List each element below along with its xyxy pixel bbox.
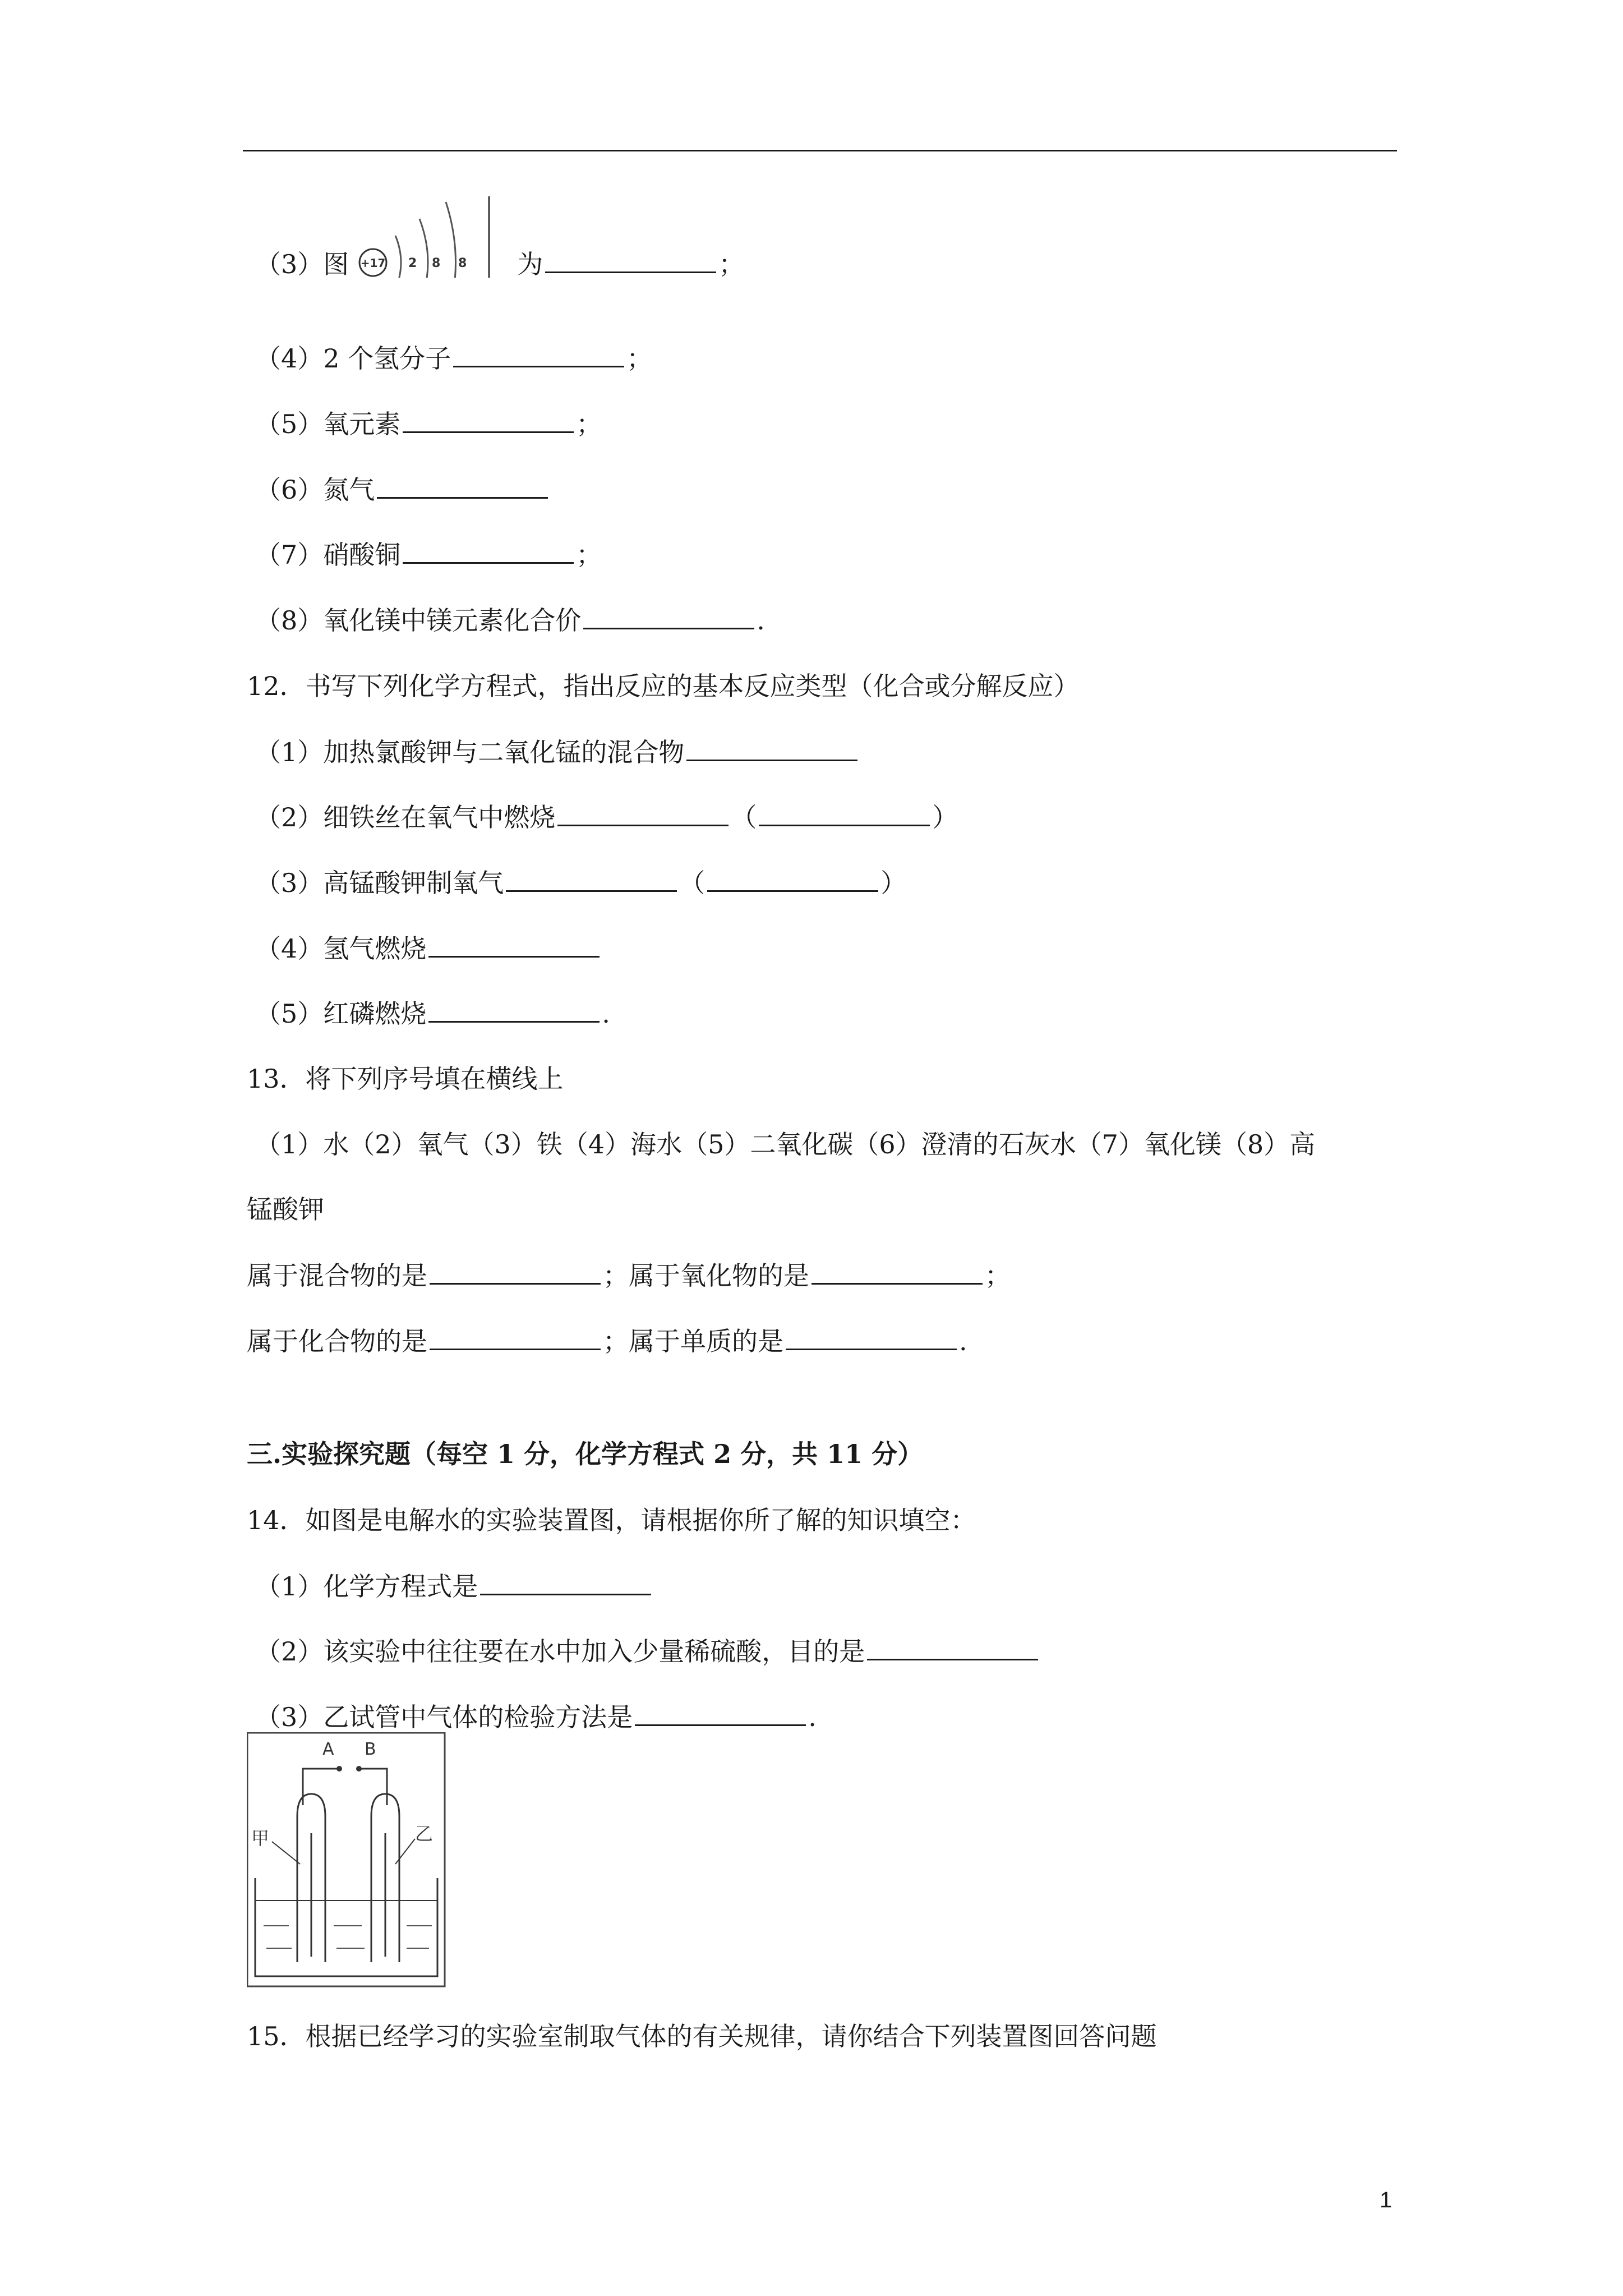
mixture-blank[interactable] xyxy=(430,1258,601,1285)
q12-item-3: （3）高锰酸钾制氧气 （ ） xyxy=(255,866,906,900)
answer-blank[interactable] xyxy=(428,931,600,958)
q11-item-3-prefix: （3）图 xyxy=(255,249,349,279)
answer-blank[interactable] xyxy=(583,603,754,629)
header-rule xyxy=(243,150,1397,151)
compound-blank[interactable] xyxy=(430,1324,601,1350)
water-electrolysis-apparatus-diagram xyxy=(247,1732,446,1987)
q11-item-6: （6）氮气 xyxy=(255,472,550,507)
q12-title: 12．书写下列化学方程式，指出反应的基本反应类型（化合或分解反应） xyxy=(247,671,1080,701)
q12-item-4: （4）氢气燃烧 xyxy=(255,931,602,965)
q12-item-1: （1）加热氯酸钾与二氧化锰的混合物 xyxy=(255,735,860,769)
answer-blank[interactable] xyxy=(377,472,548,499)
q13-list-line-1: （1）水（2）氧气（3）铁（4）海水（5）二氧化碳（6）澄清的石灰水（7）氧化镁（8）高 xyxy=(255,1129,1316,1159)
shell-2-count: 8 xyxy=(432,256,441,270)
answer-blank[interactable] xyxy=(635,1700,806,1726)
q14-title: 14．如图是电解水的实验装置图，请根据你所了解的知识填空： xyxy=(247,1505,976,1535)
q13-title: 13．将下列序号填在横线上 xyxy=(247,1064,564,1094)
q11-item-5: （5）氧元素 ； xyxy=(255,407,602,441)
oxide-blank[interactable] xyxy=(811,1258,983,1285)
q12-item-5: （5）红磷燃烧 . xyxy=(255,996,610,1030)
shell-1-count: 2 xyxy=(408,256,417,270)
reaction-type-blank[interactable] xyxy=(707,866,878,892)
reaction-type-blank[interactable] xyxy=(759,800,930,826)
answer-blank[interactable] xyxy=(545,247,716,273)
shell-3-count: 8 xyxy=(458,256,467,270)
page-number: 1 xyxy=(1380,2188,1393,2212)
answer-blank[interactable] xyxy=(557,800,728,826)
answer-blank[interactable] xyxy=(506,866,677,892)
electrode-label-a: A xyxy=(322,1740,334,1759)
q13-list-line-2: 锰酸钾 xyxy=(247,1194,324,1225)
tube-label-jia: 甲 xyxy=(251,1828,270,1849)
section-3-heading: 三.实验探究题（每空 1 分，化学方程式 2 分，共 11 分） xyxy=(247,1439,924,1469)
q15-title: 15．根据已经学习的实验室制取气体的有关规律，请你结合下列装置图回答问题 xyxy=(247,2021,1157,2051)
nucleus-charge-label: +17 xyxy=(360,256,386,270)
element-blank[interactable] xyxy=(786,1324,957,1350)
answer-blank[interactable] xyxy=(403,407,574,433)
q11-item-3: （3）图 为 ； xyxy=(255,247,744,281)
answer-blank[interactable] xyxy=(428,996,600,1023)
q14-item-3: （3）乙试管中气体的检验方法是 . xyxy=(255,1700,817,1734)
q14-item-1: （1）化学方程式是 xyxy=(255,1569,653,1603)
answer-blank[interactable] xyxy=(686,735,857,761)
answer-blank[interactable] xyxy=(480,1569,651,1595)
tube-label-yi: 乙 xyxy=(415,1823,434,1844)
chlorine-ion-structure-diagram xyxy=(348,196,494,278)
q11-item-7: （7）硝酸铜 ； xyxy=(255,537,602,572)
answer-blank[interactable] xyxy=(403,537,574,564)
q14-item-2: （2）该实验中往往要在水中加入少量稀硫酸，目的是 xyxy=(255,1634,1040,1668)
q11-item-3-suffix: 为 xyxy=(517,249,543,279)
electrode-label-b: B xyxy=(365,1740,376,1759)
q11-item-4: （4）2 个氢分子 ； xyxy=(255,341,652,375)
answer-blank[interactable] xyxy=(453,341,624,367)
q12-item-2: （2）细铁丝在氧气中燃烧 （ ） xyxy=(255,800,958,834)
q13-row-2: 属于化合物的是 ；属于单质的是 . xyxy=(247,1324,967,1358)
q13-row-1: 属于混合物的是 ；属于氧化物的是 ； xyxy=(247,1258,1011,1292)
q11-item-8: （8）氧化镁中镁元素化合价 . xyxy=(255,603,765,637)
answer-blank[interactable] xyxy=(867,1634,1038,1660)
